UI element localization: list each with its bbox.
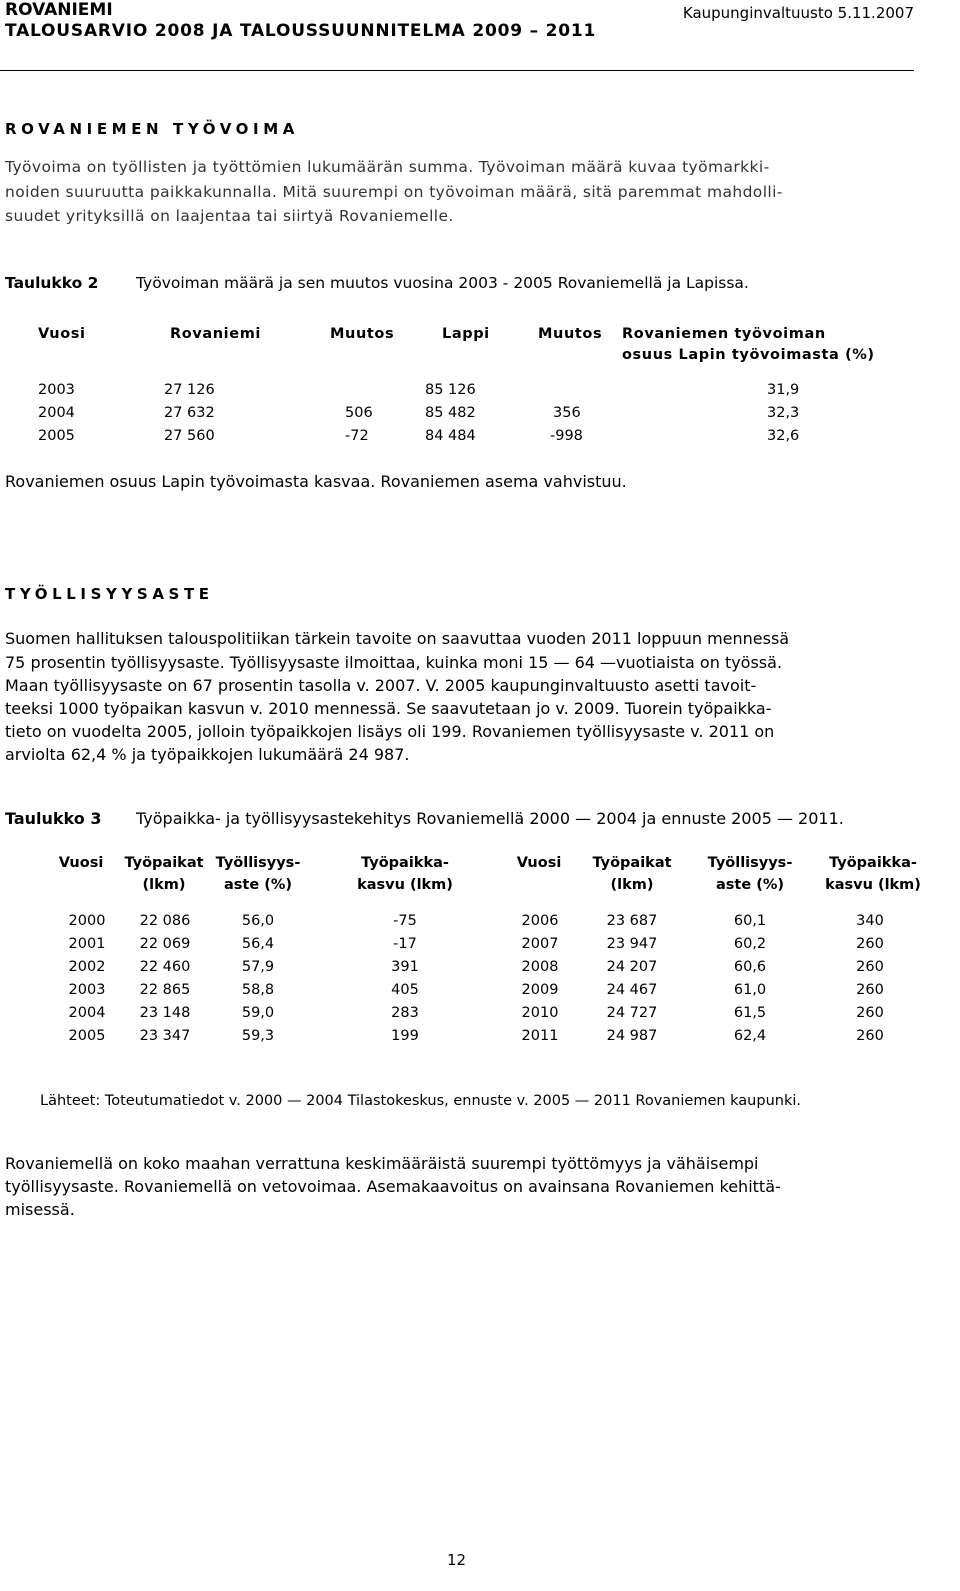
header-line: Työllisyys-	[215, 855, 301, 871]
header-line: Työpaikat	[592, 855, 672, 871]
table-cell: 23 687	[606, 913, 658, 929]
header-line: Työpaikka-	[829, 855, 917, 871]
table-cell: 2003	[38, 382, 75, 398]
table-cell: 60,6	[733, 959, 767, 975]
table-cell: 2004	[68, 1005, 106, 1021]
header-meeting-date: Kaupunginvaltuusto 5.11.2007	[682, 4, 914, 22]
paragraph-line: 75 prosentin työllisyysaste. Työllisyysaste ilmoittaa, kuinka moni 15 — 64 —vuotiaista on työssä.	[5, 653, 783, 672]
table-cell: 24 727	[606, 1005, 658, 1021]
table-cell: 199	[391, 1028, 419, 1044]
table-cell: 2011	[521, 1028, 559, 1044]
table2-caption: Työvoiman määrä ja sen muutos vuosina 2003 - 2005 Rovaniemellä ja Lapissa.	[136, 274, 749, 292]
table-cell: 56,4	[241, 936, 275, 952]
table2-col-osuus-line2: osuus Lapin työvoimasta (%)	[622, 347, 875, 363]
table2-col-rovaniemi: Rovaniemi	[170, 326, 261, 342]
table3-col-tyollisyysaste	[690, 852, 810, 896]
table3-col-tyopaikat	[118, 852, 210, 896]
table-cell: 57,9	[241, 959, 275, 975]
table-cell: 260	[856, 1005, 884, 1021]
table-cell: -17	[393, 936, 417, 952]
header-subtitle: TALOUSARVIO 2008 JA TALOUSSUUNNITELMA 2009 – 2011	[5, 21, 597, 41]
table-cell: 22 460	[139, 959, 191, 975]
table-cell: 2000	[68, 913, 106, 929]
header-line: Työpaikat	[124, 855, 204, 871]
table-cell: 2005	[38, 428, 75, 444]
section-heading-tyollisyysaste: TYÖLLISYYSASTE	[5, 585, 214, 603]
paragraph-line: teeksi 1000 työpaikan kasvun v. 2010 mennessä. Se saavutetaan jo v. 2009. Tuorein työpaikka-	[5, 699, 772, 718]
table-cell: 85 482	[425, 405, 476, 421]
table-cell: 22 069	[139, 936, 191, 952]
paragraph-line: Rovaniemellä on koko maahan verrattuna keskimääräistä suurempi työttömyys ja vähäisempi	[5, 1154, 759, 1173]
table-cell: 23 947	[606, 936, 658, 952]
table3-col-tyopaikkakasvu	[808, 852, 938, 896]
table-cell: 260	[856, 959, 884, 975]
table-cell: 23 347	[139, 1028, 191, 1044]
table-cell: 2004	[38, 405, 75, 421]
table-cell: 506	[345, 405, 373, 421]
paragraph-line: misessä.	[5, 1200, 75, 1219]
table-cell: 31,9	[767, 382, 800, 398]
header-title: ROVANIEMI	[5, 0, 113, 20]
table3-col-tyopaikkakasvu	[340, 852, 470, 896]
table2-note: Rovaniemen osuus Lapin työvoimasta kasvaa. Rovaniemen asema vahvistuu.	[5, 472, 627, 491]
table2-col-muutos: Muutos	[538, 326, 603, 342]
table-cell: 2008	[521, 959, 559, 975]
table-cell: 59,3	[241, 1028, 275, 1044]
table-cell: 32,6	[767, 428, 800, 444]
table3-col-vuosi	[512, 852, 566, 874]
table-cell: 24 207	[606, 959, 658, 975]
table-cell: 2007	[521, 936, 559, 952]
table-cell: 60,1	[733, 913, 767, 929]
table-cell: 2009	[521, 982, 559, 998]
table3-col-vuosi	[54, 852, 108, 874]
table2-col-lappi: Lappi	[442, 326, 490, 342]
paragraph-line: Maan työllisyysaste on 67 prosentin tasolla v. 2007. V. 2005 kaupunginvaltuusto asetti tavoit-	[5, 676, 757, 695]
table-cell: 59,0	[241, 1005, 275, 1021]
table3-source: Lähteet: Toteutumatiedot v. 2000 — 2004 Tilastokeskus, ennuste v. 2005 — 2011 Rovaniemen kaupunki.	[40, 1093, 801, 1109]
table-cell: 260	[856, 1028, 884, 1044]
table-cell: 62,4	[733, 1028, 767, 1044]
table-cell: 2003	[68, 982, 106, 998]
header-line: aste (%)	[223, 877, 292, 893]
table-cell: 58,8	[241, 982, 275, 998]
table-cell: 2006	[521, 913, 559, 929]
paragraph-line: työllisyysaste. Rovaniemellä on vetovoimaa. Asemakaavoitus on avainsana Rovaniemen kehittä-	[5, 1177, 781, 1196]
header-line: aste (%)	[715, 877, 784, 893]
table-cell: 32,3	[767, 405, 800, 421]
table3-label: Taulukko 3	[5, 809, 102, 828]
table2-col-vuosi: Vuosi	[38, 326, 86, 342]
page-number: 12	[447, 1551, 467, 1569]
table-cell: 24 467	[606, 982, 658, 998]
table-cell: 61,0	[733, 982, 767, 998]
table-cell: -75	[393, 913, 417, 929]
header-divider	[0, 70, 914, 71]
header-line: kasvu (lkm)	[825, 877, 921, 893]
table-cell: 391	[391, 959, 419, 975]
table-cell: -998	[550, 428, 583, 444]
table-cell: 27 560	[164, 428, 215, 444]
table-cell: 27 126	[164, 382, 215, 398]
table-cell: 24 987	[606, 1028, 658, 1044]
header-line: Työpaikka-	[361, 855, 449, 871]
table3-caption: Työpaikka- ja työllisyysastekehitys Rovaniemellä 2000 — 2004 ja ennuste 2005 — 2011.	[136, 809, 844, 828]
table-cell: 56,0	[241, 913, 275, 929]
table-cell: 27 632	[164, 405, 215, 421]
header-line: (lkm)	[142, 877, 186, 893]
table-cell: 283	[391, 1005, 419, 1021]
header-line: Vuosi	[516, 855, 562, 871]
table-cell: 60,2	[733, 936, 767, 952]
table2-col-muutos: Muutos	[330, 326, 395, 342]
header-line: Työllisyys-	[707, 855, 793, 871]
paragraph-line: Suomen hallituksen talouspolitiikan tärkein tavoite on saavuttaa vuoden 2011 loppuun mennessä	[5, 629, 790, 648]
header-line: (lkm)	[610, 877, 654, 893]
table3-col-tyopaikat	[586, 852, 678, 896]
table2-col-osuus-line1: Rovaniemen työvoiman	[622, 326, 826, 342]
table-cell: 2005	[68, 1028, 106, 1044]
table-cell: 84 484	[425, 428, 476, 444]
table3-col-tyollisyysaste	[198, 852, 318, 896]
table-cell: 2001	[68, 936, 106, 952]
header-line: kasvu (lkm)	[357, 877, 453, 893]
table-cell: 85 126	[425, 382, 476, 398]
table-cell: 23 148	[139, 1005, 191, 1021]
table-cell: 260	[856, 982, 884, 998]
paragraph-line: tieto on vuodelta 2005, jolloin työpaikkojen lisäys oli 199. Rovaniemen työllisyysaste v. 2011 on	[5, 722, 775, 741]
table-cell: 405	[391, 982, 419, 998]
paragraph-line: noiden suuruutta paikkakunnalla. Mitä suurempi on työvoiman määrä, sitä paremmat mahdolli-	[5, 183, 783, 201]
paragraph-line: suudet yrityksillä on laajentaa tai siirtyä Rovaniemelle.	[5, 207, 454, 225]
table-cell: -72	[345, 428, 369, 444]
header-line: Vuosi	[58, 855, 104, 871]
table-cell: 2002	[68, 959, 106, 975]
table2-label: Taulukko 2	[5, 274, 99, 292]
table-cell: 340	[856, 913, 884, 929]
section-heading-tyovoima: ROVANIEMEN TYÖVOIMA	[5, 120, 299, 138]
table-cell: 22 865	[139, 982, 191, 998]
table-cell: 356	[553, 405, 581, 421]
table-cell: 2010	[521, 1005, 559, 1021]
table-cell: 22 086	[139, 913, 191, 929]
table-cell: 260	[856, 936, 884, 952]
table-cell: 61,5	[733, 1005, 767, 1021]
paragraph-line: arviolta 62,4 % ja työpaikkojen lukumäärä 24 987.	[5, 745, 410, 764]
paragraph-line: Työvoima on työllisten ja työttömien lukumäärän summa. Työvoiman määrä kuvaa työmarkki-	[5, 158, 770, 176]
